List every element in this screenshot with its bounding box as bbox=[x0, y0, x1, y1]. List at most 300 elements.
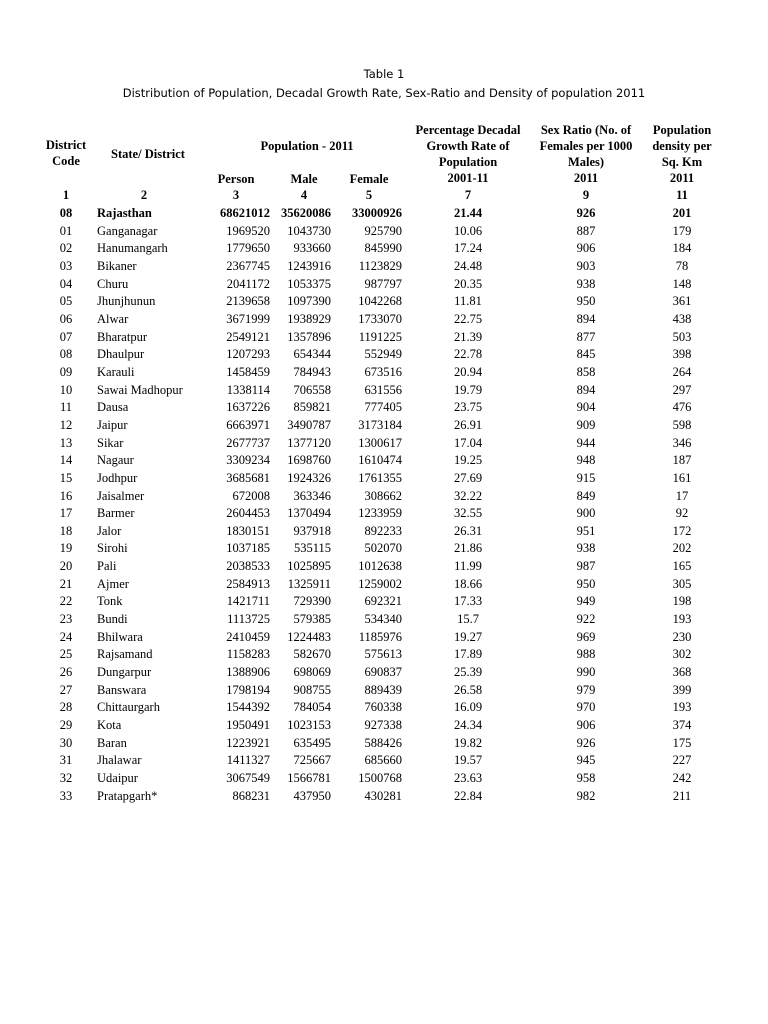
sex-ratio-cell: 944 bbox=[576, 435, 596, 450]
district-name-cell: Sirohi bbox=[97, 541, 128, 556]
female-cell: 673516 bbox=[364, 364, 402, 379]
district-name-cell: Udaipur bbox=[97, 771, 138, 785]
density-cell: 193 bbox=[672, 700, 692, 715]
male-cell: 1243916 bbox=[287, 258, 331, 273]
female-cell: 534340 bbox=[364, 612, 402, 627]
sex-ratio-cell: 926 bbox=[576, 206, 596, 220]
person-cell: 3309234 bbox=[226, 453, 270, 468]
sex-ratio-cell: 969 bbox=[576, 629, 596, 644]
district-name-cell: Tonk bbox=[97, 594, 123, 609]
growth-rate-cell: 32.55 bbox=[453, 506, 483, 521]
male-cell: 1377120 bbox=[287, 435, 331, 450]
district-code-cell: 04 bbox=[59, 276, 73, 291]
female-cell: 987797 bbox=[364, 276, 402, 291]
sex-ratio-cell: 970 bbox=[576, 700, 596, 715]
male-cell: 1224483 bbox=[287, 629, 331, 644]
table-row bbox=[0, 682, 768, 700]
table-row-state-total bbox=[0, 205, 768, 223]
male-cell: 1023153 bbox=[287, 718, 331, 733]
header-density bbox=[638, 122, 726, 186]
density-cell: 201 bbox=[672, 206, 692, 220]
district-code-cell: 27 bbox=[59, 682, 73, 697]
header-density-line-4: 2011 bbox=[669, 171, 695, 185]
male-cell: 784943 bbox=[293, 364, 331, 379]
density-cell: 297 bbox=[672, 382, 692, 397]
density-cell: 264 bbox=[672, 364, 692, 379]
table-row bbox=[0, 258, 768, 276]
density-cell: 374 bbox=[672, 718, 692, 733]
district-name-cell: Jalor bbox=[97, 523, 122, 538]
colnum-11: 11 bbox=[676, 188, 688, 202]
person-cell: 1158283 bbox=[226, 647, 270, 662]
person-cell: 1830151 bbox=[226, 523, 270, 538]
sex-ratio-cell: 938 bbox=[576, 276, 596, 291]
district-name-cell: Jodhpur bbox=[97, 470, 138, 485]
sex-ratio-cell: 949 bbox=[576, 594, 596, 609]
density-cell: 346 bbox=[672, 435, 692, 450]
female-cell: 1300617 bbox=[358, 435, 402, 450]
district-name-cell: Jhunjhunun bbox=[97, 294, 156, 309]
density-cell: 368 bbox=[672, 665, 692, 680]
district-code-cell: 31 bbox=[59, 753, 73, 768]
male-cell: 1357896 bbox=[287, 329, 331, 344]
growth-rate-cell: 17.89 bbox=[453, 647, 483, 662]
district-name-cell: Rajasthan bbox=[97, 206, 152, 220]
district-name-cell: Bharatpur bbox=[97, 329, 147, 344]
sex-ratio-cell: 887 bbox=[576, 223, 596, 238]
district-code-cell: 29 bbox=[59, 718, 73, 733]
male-cell: 1325911 bbox=[287, 576, 331, 591]
person-cell: 1458459 bbox=[226, 364, 270, 379]
table-row bbox=[0, 788, 768, 806]
growth-rate-cell: 19.82 bbox=[453, 735, 483, 750]
district-code-cell: 08 bbox=[59, 206, 73, 220]
growth-rate-cell: 23.63 bbox=[453, 771, 483, 785]
header-person: Person bbox=[217, 172, 255, 186]
district-code-cell: 06 bbox=[59, 311, 73, 326]
person-cell: 1207293 bbox=[226, 347, 270, 362]
density-cell: 148 bbox=[672, 276, 692, 291]
person-cell: 1950491 bbox=[226, 718, 270, 733]
person-cell: 2139658 bbox=[226, 294, 270, 309]
table-row bbox=[0, 488, 768, 506]
district-name-cell: Bhilwara bbox=[97, 629, 143, 644]
growth-rate-cell: 21.86 bbox=[453, 541, 483, 556]
district-code-cell: 23 bbox=[59, 612, 73, 627]
district-name-cell: Barmer bbox=[97, 506, 135, 521]
table-row bbox=[0, 593, 768, 611]
header-sex-ratio bbox=[528, 122, 644, 186]
district-code-cell: 17 bbox=[59, 506, 73, 521]
female-cell: 1610474 bbox=[358, 453, 402, 468]
person-cell: 1779650 bbox=[226, 241, 270, 256]
female-cell: 1733070 bbox=[358, 311, 402, 326]
header-growth-line-1: Percentage Decadal bbox=[415, 123, 521, 137]
table-row bbox=[0, 523, 768, 541]
growth-rate-cell: 24.34 bbox=[453, 718, 483, 733]
sex-ratio-cell: 951 bbox=[576, 523, 596, 538]
sex-ratio-cell: 938 bbox=[576, 541, 596, 556]
female-cell: 1123829 bbox=[358, 258, 402, 273]
density-cell: 438 bbox=[672, 311, 692, 326]
growth-rate-cell: 22.84 bbox=[453, 788, 483, 803]
growth-rate-cell: 20.35 bbox=[453, 276, 483, 291]
person-cell: 6663971 bbox=[226, 417, 270, 432]
female-cell: 33000926 bbox=[352, 206, 402, 220]
sex-ratio-cell: 894 bbox=[576, 311, 596, 326]
district-name-cell: Dausa bbox=[97, 400, 129, 415]
district-code-cell: 13 bbox=[59, 435, 73, 450]
sex-ratio-cell: 906 bbox=[576, 241, 596, 256]
person-cell: 3685681 bbox=[226, 470, 270, 485]
female-cell: 1191225 bbox=[358, 329, 402, 344]
density-cell: 202 bbox=[672, 541, 692, 556]
density-cell: 179 bbox=[672, 223, 692, 238]
district-name-cell: Nagaur bbox=[97, 453, 134, 468]
district-code-cell: 19 bbox=[59, 541, 73, 556]
density-cell: 17 bbox=[675, 488, 689, 503]
growth-rate-cell: 25.39 bbox=[453, 665, 483, 680]
district-name-cell: Alwar bbox=[97, 311, 129, 326]
table-row bbox=[0, 699, 768, 717]
density-cell: 175 bbox=[672, 735, 692, 750]
female-cell: 925790 bbox=[364, 223, 402, 238]
sex-ratio-cell: 950 bbox=[576, 294, 596, 309]
person-cell: 2677737 bbox=[226, 435, 270, 450]
person-cell: 2367745 bbox=[226, 258, 270, 273]
district-code-cell: 24 bbox=[59, 629, 73, 644]
female-cell: 690837 bbox=[364, 665, 402, 680]
table-title: Distribution of Population, Decadal Growth Rate, Sex-Ratio and Density of population 2011 bbox=[122, 86, 646, 100]
density-cell: 78 bbox=[675, 258, 689, 273]
district-name-cell: Pratapgarh* bbox=[97, 788, 158, 803]
district-code-cell: 28 bbox=[59, 700, 73, 715]
female-cell: 631556 bbox=[364, 382, 402, 397]
female-cell: 845990 bbox=[364, 241, 402, 256]
sex-ratio-cell: 849 bbox=[576, 488, 596, 503]
table-row bbox=[0, 293, 768, 311]
male-cell: 859821 bbox=[293, 400, 331, 415]
person-cell: 1338114 bbox=[226, 382, 270, 397]
male-cell: 908755 bbox=[293, 682, 331, 697]
table-row bbox=[0, 717, 768, 735]
female-cell: 1233959 bbox=[358, 506, 402, 521]
density-cell: 242 bbox=[672, 771, 692, 785]
header-female: Female bbox=[349, 172, 389, 186]
male-cell: 1053375 bbox=[287, 276, 331, 291]
person-cell: 2410459 bbox=[226, 629, 270, 644]
district-code-cell: 09 bbox=[59, 364, 73, 379]
sex-ratio-cell: 903 bbox=[576, 258, 596, 273]
density-cell: 598 bbox=[672, 417, 692, 432]
table-row bbox=[0, 558, 768, 576]
colnum-9: 9 bbox=[582, 188, 590, 202]
density-cell: 302 bbox=[672, 647, 692, 662]
district-name-cell: Ganganagar bbox=[97, 223, 158, 238]
male-cell: 1566781 bbox=[287, 771, 331, 785]
density-cell: 193 bbox=[672, 612, 692, 627]
density-cell: 165 bbox=[672, 559, 692, 574]
growth-rate-cell: 11.99 bbox=[454, 559, 482, 574]
density-cell: 92 bbox=[675, 506, 689, 521]
sex-ratio-cell: 990 bbox=[576, 665, 596, 680]
colnum-3: 3 bbox=[232, 188, 240, 202]
table-label: Table 1 bbox=[363, 67, 405, 81]
district-code-cell: 14 bbox=[59, 453, 73, 468]
colnum-1: 1 bbox=[62, 188, 70, 202]
table-row bbox=[0, 664, 768, 682]
header-district-code-line-1: District bbox=[45, 138, 87, 152]
sex-ratio-cell: 979 bbox=[576, 682, 596, 697]
female-cell: 308662 bbox=[364, 488, 402, 503]
male-cell: 1043730 bbox=[287, 223, 331, 238]
district-code-cell: 21 bbox=[59, 576, 73, 591]
district-code-cell: 01 bbox=[59, 223, 73, 238]
district-code-cell: 30 bbox=[59, 735, 73, 750]
growth-rate-cell: 15.7 bbox=[457, 612, 479, 627]
density-cell: 161 bbox=[672, 470, 692, 485]
district-code-cell: 12 bbox=[59, 417, 73, 432]
growth-rate-cell: 17.04 bbox=[453, 435, 483, 450]
district-code-cell: 20 bbox=[59, 559, 73, 574]
table-row bbox=[0, 346, 768, 364]
sex-ratio-cell: 906 bbox=[576, 718, 596, 733]
district-code-cell: 03 bbox=[59, 258, 73, 273]
female-cell: 552949 bbox=[364, 347, 402, 362]
person-cell: 1969520 bbox=[226, 223, 270, 238]
table-row bbox=[0, 364, 768, 382]
growth-rate-cell: 27.69 bbox=[453, 470, 483, 485]
person-cell: 1113725 bbox=[227, 612, 270, 627]
density-cell: 227 bbox=[672, 753, 692, 768]
male-cell: 784054 bbox=[293, 700, 331, 715]
sex-ratio-cell: 926 bbox=[576, 735, 596, 750]
table-row bbox=[0, 329, 768, 347]
density-cell: 198 bbox=[672, 594, 692, 609]
density-cell: 184 bbox=[672, 241, 692, 256]
header-sex-ratio-line-3: Males) bbox=[567, 155, 605, 169]
sex-ratio-cell: 988 bbox=[576, 647, 596, 662]
colnum-4: 4 bbox=[300, 188, 308, 202]
district-code-cell: 08 bbox=[59, 347, 73, 362]
district-name-cell: Churu bbox=[97, 276, 129, 291]
growth-rate-cell: 32.22 bbox=[453, 488, 483, 503]
colnum-2: 2 bbox=[140, 188, 148, 202]
district-code-cell: 07 bbox=[59, 329, 73, 344]
growth-rate-cell: 19.57 bbox=[453, 753, 483, 768]
table-row bbox=[0, 646, 768, 664]
female-cell: 760338 bbox=[364, 700, 402, 715]
table-row bbox=[0, 240, 768, 258]
growth-rate-cell: 10.06 bbox=[453, 223, 483, 238]
sex-ratio-cell: 894 bbox=[576, 382, 596, 397]
density-cell: 476 bbox=[672, 400, 692, 415]
female-cell: 889439 bbox=[364, 682, 402, 697]
female-cell: 1012638 bbox=[358, 559, 402, 574]
female-cell: 1259002 bbox=[358, 576, 402, 591]
female-cell: 777405 bbox=[364, 400, 402, 415]
table-row bbox=[0, 311, 768, 329]
male-cell: 933660 bbox=[293, 241, 331, 256]
table-row bbox=[0, 276, 768, 294]
person-cell: 868231 bbox=[232, 788, 270, 803]
district-name-cell: Bikaner bbox=[97, 258, 137, 273]
sex-ratio-cell: 877 bbox=[576, 329, 596, 344]
sex-ratio-cell: 858 bbox=[576, 364, 596, 379]
density-cell: 172 bbox=[672, 523, 692, 538]
header-sex-ratio-line-4: 2011 bbox=[573, 171, 599, 185]
female-cell: 892233 bbox=[364, 523, 402, 538]
district-code-cell: 15 bbox=[59, 470, 73, 485]
table-row bbox=[0, 452, 768, 470]
district-name-cell: Jhalawar bbox=[97, 753, 142, 768]
female-cell: 1185976 bbox=[358, 629, 402, 644]
district-code-cell: 32 bbox=[59, 771, 73, 785]
male-cell: 635495 bbox=[293, 735, 331, 750]
district-code-cell: 18 bbox=[59, 523, 73, 538]
district-name-cell: Sawai Madhopur bbox=[97, 382, 183, 397]
person-cell: 672008 bbox=[232, 488, 270, 503]
growth-rate-cell: 17.24 bbox=[453, 241, 483, 256]
header-growth-rate bbox=[398, 122, 538, 186]
density-cell: 398 bbox=[672, 347, 692, 362]
male-cell: 706558 bbox=[293, 382, 331, 397]
district-name-cell: Ajmer bbox=[97, 576, 129, 591]
growth-rate-cell: 22.78 bbox=[453, 347, 483, 362]
district-code-cell: 25 bbox=[59, 647, 73, 662]
female-cell: 588426 bbox=[364, 735, 402, 750]
person-cell: 2549121 bbox=[226, 329, 270, 344]
female-cell: 692321 bbox=[364, 594, 402, 609]
table-row bbox=[0, 752, 768, 770]
colnum-5: 5 bbox=[365, 188, 373, 202]
sex-ratio-cell: 915 bbox=[576, 470, 596, 485]
male-cell: 1025895 bbox=[287, 559, 331, 574]
male-cell: 1924326 bbox=[287, 470, 331, 485]
person-cell: 2041172 bbox=[226, 276, 270, 291]
district-name-cell: Dungarpur bbox=[97, 665, 152, 680]
colnum-7: 7 bbox=[464, 188, 472, 202]
density-cell: 211 bbox=[672, 788, 692, 803]
header-male: Male bbox=[290, 172, 318, 186]
district-code-cell: 26 bbox=[59, 665, 73, 680]
header-growth-line-2: Growth Rate of bbox=[426, 139, 510, 153]
table-row bbox=[0, 735, 768, 753]
growth-rate-cell: 19.25 bbox=[453, 453, 483, 468]
district-name-cell: Jaipur bbox=[97, 417, 128, 432]
table-row bbox=[0, 435, 768, 453]
sex-ratio-cell: 958 bbox=[576, 771, 596, 785]
sex-ratio-cell: 909 bbox=[576, 417, 596, 432]
density-cell: 230 bbox=[672, 629, 692, 644]
density-cell: 361 bbox=[672, 294, 692, 309]
district-name-cell: Jaisalmer bbox=[97, 488, 145, 503]
density-cell: 503 bbox=[672, 329, 692, 344]
district-name-cell: Kota bbox=[97, 718, 122, 733]
district-code-cell: 33 bbox=[59, 788, 73, 803]
district-code-cell: 10 bbox=[59, 382, 73, 397]
female-cell: 1042268 bbox=[358, 294, 402, 309]
female-cell: 927338 bbox=[364, 718, 402, 733]
male-cell: 937918 bbox=[293, 523, 331, 538]
growth-rate-cell: 16.09 bbox=[453, 700, 483, 715]
female-cell: 1500768 bbox=[358, 771, 402, 785]
growth-rate-cell: 21.44 bbox=[453, 206, 483, 220]
district-name-cell: Karauli bbox=[97, 364, 135, 379]
growth-rate-cell: 23.75 bbox=[453, 400, 483, 415]
table-row bbox=[0, 417, 768, 435]
header-state-district: State/ District bbox=[111, 147, 185, 161]
male-cell: 535115 bbox=[293, 541, 331, 556]
district-name-cell: Dhaulpur bbox=[97, 347, 145, 362]
male-cell: 1698760 bbox=[287, 453, 331, 468]
density-cell: 305 bbox=[672, 576, 692, 591]
growth-rate-cell: 26.31 bbox=[453, 523, 483, 538]
person-cell: 1421711 bbox=[226, 594, 270, 609]
female-cell: 3173184 bbox=[358, 417, 402, 432]
district-name-cell: Sikar bbox=[97, 435, 124, 450]
growth-rate-cell: 24.48 bbox=[453, 258, 483, 273]
male-cell: 654344 bbox=[293, 347, 331, 362]
growth-rate-cell: 21.39 bbox=[453, 329, 483, 344]
header-district-code-line-2: Code bbox=[52, 154, 80, 168]
female-cell: 1761355 bbox=[358, 470, 402, 485]
growth-rate-cell: 19.27 bbox=[453, 629, 483, 644]
table-row bbox=[0, 399, 768, 417]
person-cell: 2584913 bbox=[226, 576, 270, 591]
growth-rate-cell: 26.58 bbox=[453, 682, 483, 697]
header-sex-ratio-line-1: Sex Ratio (No. of bbox=[540, 123, 632, 137]
district-code-cell: 11 bbox=[59, 400, 73, 415]
sex-ratio-cell: 987 bbox=[576, 559, 596, 574]
district-code-cell: 16 bbox=[59, 488, 73, 503]
male-cell: 437950 bbox=[293, 788, 331, 803]
male-cell: 1097390 bbox=[287, 294, 331, 309]
female-cell: 430281 bbox=[364, 788, 402, 803]
table-row bbox=[0, 611, 768, 629]
male-cell: 3490787 bbox=[287, 417, 331, 432]
person-cell: 3067549 bbox=[226, 771, 270, 785]
sex-ratio-cell: 945 bbox=[576, 753, 596, 768]
person-cell: 3671999 bbox=[226, 311, 270, 326]
male-cell: 1370494 bbox=[287, 506, 331, 521]
person-cell: 1037185 bbox=[226, 541, 270, 556]
table-row bbox=[0, 382, 768, 400]
district-name-cell: Baran bbox=[97, 735, 127, 750]
male-cell: 1938929 bbox=[287, 311, 331, 326]
person-cell: 2604453 bbox=[226, 506, 270, 521]
district-name-cell: Bundi bbox=[97, 612, 128, 627]
sex-ratio-cell: 950 bbox=[576, 576, 596, 591]
district-name-cell: Chittaurgarh bbox=[97, 700, 160, 715]
female-cell: 502070 bbox=[364, 541, 402, 556]
male-cell: 582670 bbox=[293, 647, 331, 662]
sex-ratio-cell: 900 bbox=[576, 506, 596, 521]
female-cell: 685660 bbox=[364, 753, 402, 768]
header-growth-line-4: 2001-11 bbox=[447, 171, 489, 185]
district-code-cell: 22 bbox=[59, 594, 73, 609]
growth-rate-cell: 22.75 bbox=[453, 311, 483, 326]
data-table-body bbox=[0, 205, 768, 805]
person-cell: 1798194 bbox=[226, 682, 270, 697]
sex-ratio-cell: 904 bbox=[576, 400, 596, 415]
person-cell: 68621012 bbox=[220, 206, 270, 220]
header-density-line-3: Sq. Km bbox=[661, 155, 703, 169]
table-row bbox=[0, 223, 768, 241]
density-cell: 187 bbox=[672, 453, 692, 468]
growth-rate-cell: 18.66 bbox=[453, 576, 483, 591]
header-population-2011: Population - 2011 bbox=[260, 139, 354, 153]
